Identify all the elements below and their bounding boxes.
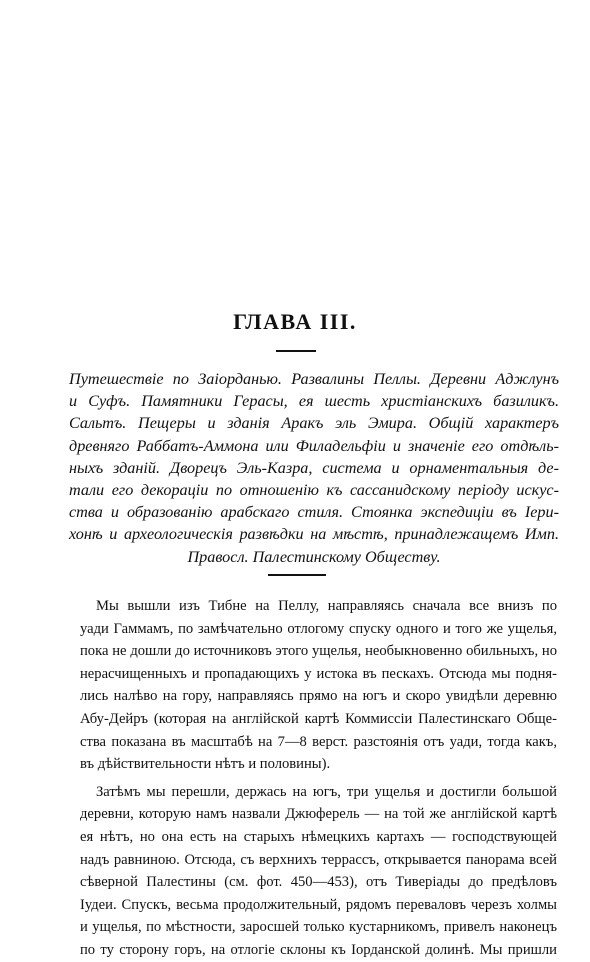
paragraph-2 bbox=[80, 781, 557, 962]
body-line: надъ равниною. Отсюда, съ верхнихъ террассъ, открывается панорама всей bbox=[80, 851, 557, 868]
summary-line: ства и образованію арабскаго стиля. Стоянка экспедиціи въ Іери- bbox=[69, 503, 559, 522]
title-divider bbox=[276, 350, 316, 352]
summary-divider bbox=[268, 574, 326, 576]
summary-line: и Суфъ. Памятники Герасы, ея шесть христіанскихъ базиликъ. bbox=[69, 392, 559, 411]
body-line: въ дѣйствительности нѣтъ и половины). bbox=[80, 756, 331, 773]
summary-line: хонѣ и археологическія развѣдки на мѣстѣ, принадлежащемъ Имп. bbox=[69, 525, 559, 544]
body-line: нерасчищенныхъ и пропадающихъ у истока въ пескахъ. Отсюда мы подня- bbox=[80, 665, 557, 682]
paragraph-1 bbox=[80, 595, 557, 776]
summary-line: Правосл. Палестинскому Обществу. bbox=[187, 547, 441, 566]
body-line: Іудеи. Спускъ, весьма продолжительный, рядомъ переваловъ черезъ холмы bbox=[80, 896, 557, 913]
body-line: ея нѣтъ, но она есть на старыхъ нѣмецкихъ картахъ — господствующей bbox=[80, 828, 557, 845]
body-line: ства показана въ масштабѣ на 7—8 верст. разстоянія отъ уади, тогда какъ, bbox=[80, 733, 557, 750]
summary-line: Сальтъ. Пещеры и зданія Аракъ эль Эмира. Общій характеръ bbox=[69, 414, 559, 433]
chapter-body bbox=[80, 595, 557, 962]
body-line: сѣверной Палестины (см. фот. 450—453), отъ Тиверіады до предѣловъ bbox=[80, 874, 557, 891]
body-line: лись налѣво на гору, направляясь прямо на югъ и скоро увидѣли деревню bbox=[80, 688, 557, 705]
chapter-title: ГЛАВА III. bbox=[233, 309, 357, 334]
summary-line: тали его декораціи по отношенію къ сассанидскому періоду искус- bbox=[69, 481, 559, 500]
summary-line: древняго Раббатъ-Аммона или Филадельфіи и значеніе его отдѣль- bbox=[69, 436, 559, 455]
body-line: Абу-Дейръ (которая на англійской картѣ Коммиссіи Палестинскаго Обще- bbox=[80, 710, 557, 727]
body-line: уади Гаммамъ, по замѣчательно отлогому спуску одного и того же ущелья, bbox=[80, 620, 557, 637]
body-line: пока не дошли до источниковъ этого ущелья, необыкновенно обильныхъ, но bbox=[80, 643, 557, 660]
body-line: Затѣмъ мы перешли, держась на югъ, три ущелья и достигли большой bbox=[96, 783, 557, 800]
body-line: по ту сторону горъ, на отлогіе склоны къ Іорданской долинѣ. Мы пришли bbox=[80, 941, 557, 958]
chapter-summary bbox=[69, 368, 559, 568]
body-line: деревни, которую намъ назвали Джюферель — на той же англійской картѣ bbox=[80, 806, 557, 823]
body-line: Мы вышли изъ Тибне на Пеллу, направляясь сначала все внизъ по bbox=[96, 598, 557, 614]
summary-line: Путешествіе по Заiорданью. Развалины Пеллы. Деревни Аджлунъ bbox=[69, 370, 559, 388]
summary-line: ныхъ зданій. Дворецъ Эль-Казра, система и орнаментальныя де- bbox=[69, 458, 559, 477]
body-line: и ущелья, по мѣстности, заросшей только кустарникомъ, привелъ наконецъ bbox=[80, 919, 557, 936]
